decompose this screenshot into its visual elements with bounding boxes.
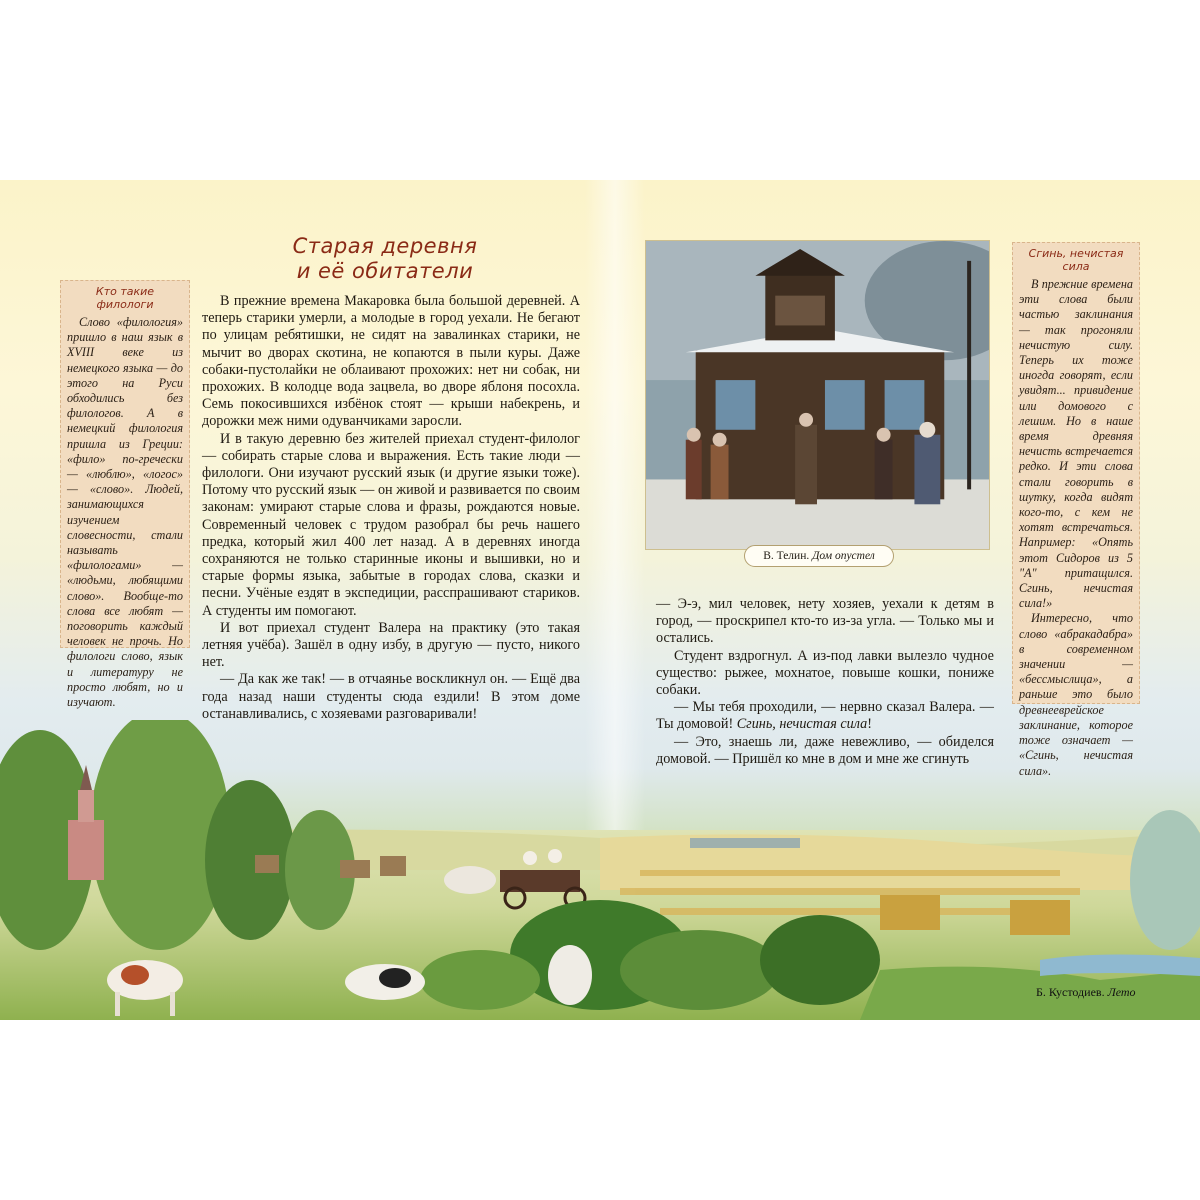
note-title-line2: филологи: [96, 298, 154, 311]
note-title: [67, 285, 183, 311]
paragraph: — Да как же так! — в отчаянье воскликнул он. — Ещё два года назад наши студенты сюда ездили! В этом доме останавливались, с хозяевами разговаривали!: [202, 671, 580, 722]
paragraph: И вот приехал студент Валера на практику (это такая летняя учёба). Зашёл в одну избу, в другую — пусто, никого нет.: [202, 619, 580, 671]
article-title-line2: и её обитатели: [296, 259, 474, 283]
paragraph: Студент вздрогнул. А из-под лавки вылезло чудное существо: рыжее, мохнатое, повыше кошки, пониже собаки.: [656, 647, 994, 699]
note-title-line1: Кто такие: [95, 285, 155, 298]
note-title: [1019, 247, 1133, 273]
paragraph-italic: Сгинь, нечистая сила: [736, 716, 868, 733]
note-text: Слово «филология» пришло в наш язык в XVIII веке из немецкого языка — до этого на Руси обходились без филологов. А в немецкий филология пришла из Греции: «фило» по-гречески — «люблю», «логос» — «слово». Людей, занимающихся изучением словесности, стали называть «филологами» — «людьми, любящими слово». Вообще-то слова все любят — поговорить каждый человек не прочь. Но филологи слово, язык и литературу не просто любят, но и изучают.: [67, 315, 183, 710]
book-spread: [0, 180, 1200, 1020]
main-text-left: [202, 293, 580, 723]
note-text-2: Интересно, что слово «абракадабра» в современном значении — «бессмыслица», а раньше это было древнееврейское заклинание, которое тоже означает — «Сгинь, нечистая сила».: [1019, 611, 1133, 778]
article-title-line1: Старая деревня: [292, 234, 478, 258]
note-text: В прежние времена эти слова были частью заклинания — так прогоняли нечистую силу. Теперь их тоже иногда говорят, если увидят... привидение или домового с лешим. Но в наше время древняя нечисть встречается редко. И эти слова стали говорить в шутку, когда видят кого-то, с кем не хотят встречаться. Например: «Опять этот Сидоров из 5 "А" притащился. Сгинь, нечистая сила!»: [1019, 277, 1133, 611]
sidebar-note-begone: [1012, 242, 1140, 778]
landscape-credit: [1036, 985, 1156, 1000]
paragraph: И в такую деревню без жителей приехал студент-филолог — собирать старые слова и выражения. Есть такие люди — филологи. Они изучают русский язык (и другие языки тоже). Потому что русский язык — он живой и развивается по своим законам: умирают старые слова и фразы, рождаются новые. Современный человек с трудом разобрал бы речь нашего предка, который жил 400 лет назад. А в деревнях иногда сохраняются не только старинные иконы и вышивки, но и старые формы языка, забытые в городах слова, сказки и песни. Учёные ездят в экспедиции, расспрашивают стариков. А студенты им помогают.: [202, 430, 580, 619]
painting-house-deserted: [645, 240, 990, 550]
cow-icon-2: [345, 964, 425, 1000]
sidebar-note-philologists: [60, 280, 190, 710]
caption-title: Дом опустел: [812, 550, 875, 562]
paragraph-text: — Мы тебя проходили, — нервно сказал Валера. — Ты домовой!: [656, 699, 994, 733]
paragraph-end: !: [867, 716, 872, 733]
painting-caption: [744, 545, 894, 567]
paragraph: — Это, знаешь ли, даже невежливо, — обиделся домовой. — Пришёл ко мне в дом и мне же сгинуть: [656, 733, 994, 767]
note-title-line1: Сгинь, нечистая: [1028, 247, 1124, 260]
caption-author: В. Телин.: [763, 550, 810, 562]
note-title-line2: сила: [1062, 260, 1090, 273]
main-text-right: [656, 596, 994, 768]
paragraph: В прежние времена Макаровка была большой деревней. А теперь старики умерли, а молодые в город уехали. Не бегают по улицам ребятишки, не сидят на завалинках старики, не мычит во дворах скотина, не копаются в пыли куры. Даже собаки-пустолайки не облаивают прохожих: нет ни собак, ни прохожих. В колодце вода зацвела, во дворе яблоня посохла. Семь покосившихся избёнок стоят — крыши набекрень, и дорожки меж ними одуванчиками заросли.: [202, 293, 580, 430]
paragraph: [656, 699, 994, 733]
credit-author: Б. Кустодиев.: [1036, 985, 1105, 999]
article-title: [250, 234, 520, 284]
paragraph: — Э-э, мил человек, нету хозяев, уехали к детям в город, — проскрипел кто-то из-за угла. — Только мы и остались.: [656, 596, 994, 647]
credit-title: Лето: [1107, 985, 1136, 999]
